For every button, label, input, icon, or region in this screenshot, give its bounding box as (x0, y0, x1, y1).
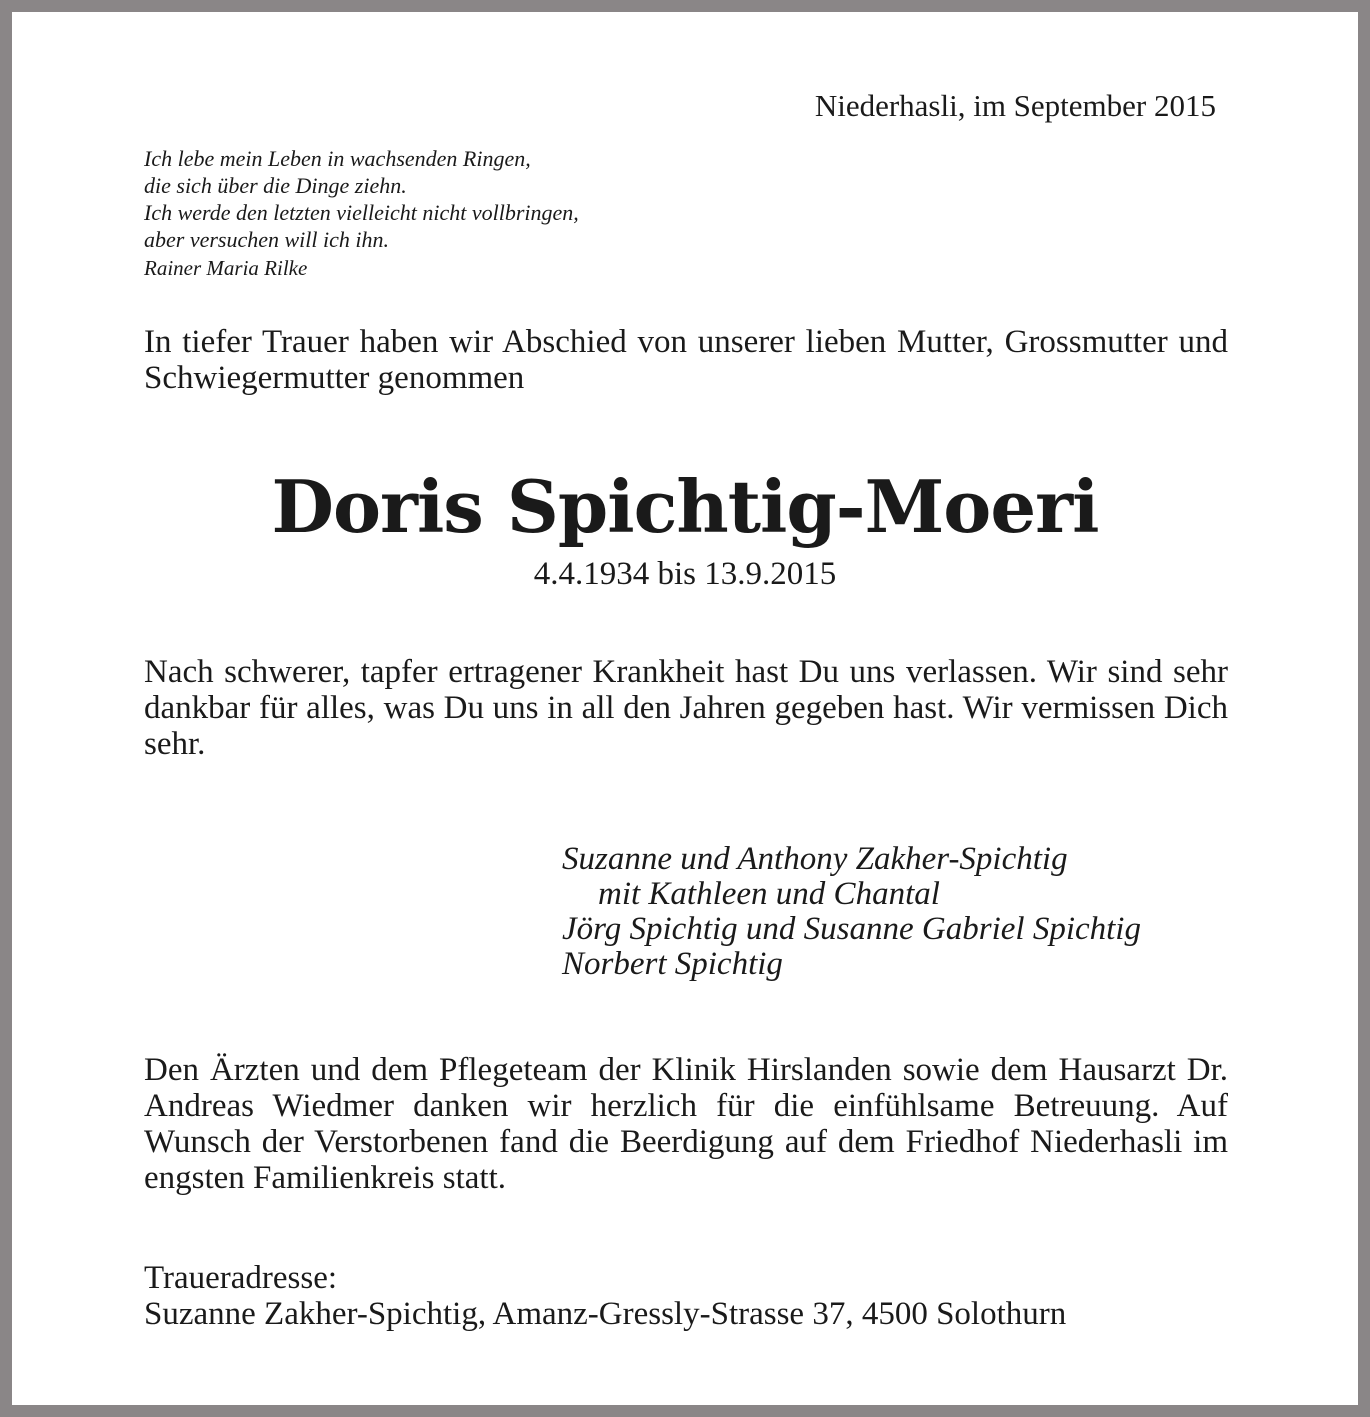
address-block (144, 1260, 1228, 1332)
address-label: Traueradresse: (144, 1260, 338, 1296)
signatory: Jörg Spichtig und Susanne Gabriel Spichtig (562, 911, 1141, 947)
address-value: Suzanne Zakher-Spichtig, Amanz-Gressly-Strasse 37, 4500 Solothurn (144, 1296, 1067, 1332)
signatory: Suzanne und Anthony Zakher-Spichtig (562, 841, 1068, 877)
poem (144, 145, 579, 282)
intro-text: In tiefer Trauer haben wir Abschied von unserer lieben Mutter, Grossmutter und Schwiegermutter genommen (144, 324, 1228, 396)
poem-line: aber versuchen will ich ihn. (144, 227, 390, 252)
obituary-page (12, 12, 1358, 1405)
poem-line: die sich über die Dinge ziehn. (144, 173, 407, 198)
thanks-text: Den Ärzten und dem Pflegeteam der Klinik Hirslanden sowie dem Hausarzt Dr. Andreas Wiedmer danken wir herzlich für die einfühlsame Betreuung. Auf Wunsch der Verstorbenen fand die Beerdigung auf dem Friedhof Niederhasli im engsten Familienkreis statt. (144, 1052, 1228, 1196)
deceased-name: Doris Spichtig-Moeri (271, 464, 1099, 549)
life-dates: 4.4.1934 bis 13.9.2015 (533, 556, 837, 592)
place-date: Niederhasli, im September 2015 (814, 88, 1216, 123)
message-text: Nach schwerer, tapfer ertragener Krankheit hast Du uns verlassen. Wir sind sehr dankbar für alles, was Du uns in all den Jahren gegeben hast. Wir vermissen Dich sehr. (144, 654, 1228, 762)
signatory: Norbert Spichtig (562, 946, 783, 982)
signatories (562, 842, 1141, 982)
poem-line: Ich werde den letzten vielleicht nicht vollbringen, (144, 200, 579, 225)
poem-author: Rainer Maria Rilke (144, 256, 308, 280)
signatory: mit Kathleen und Chantal (598, 876, 940, 912)
poem-line: Ich lebe mein Leben in wachsenden Ringen, (144, 146, 531, 171)
